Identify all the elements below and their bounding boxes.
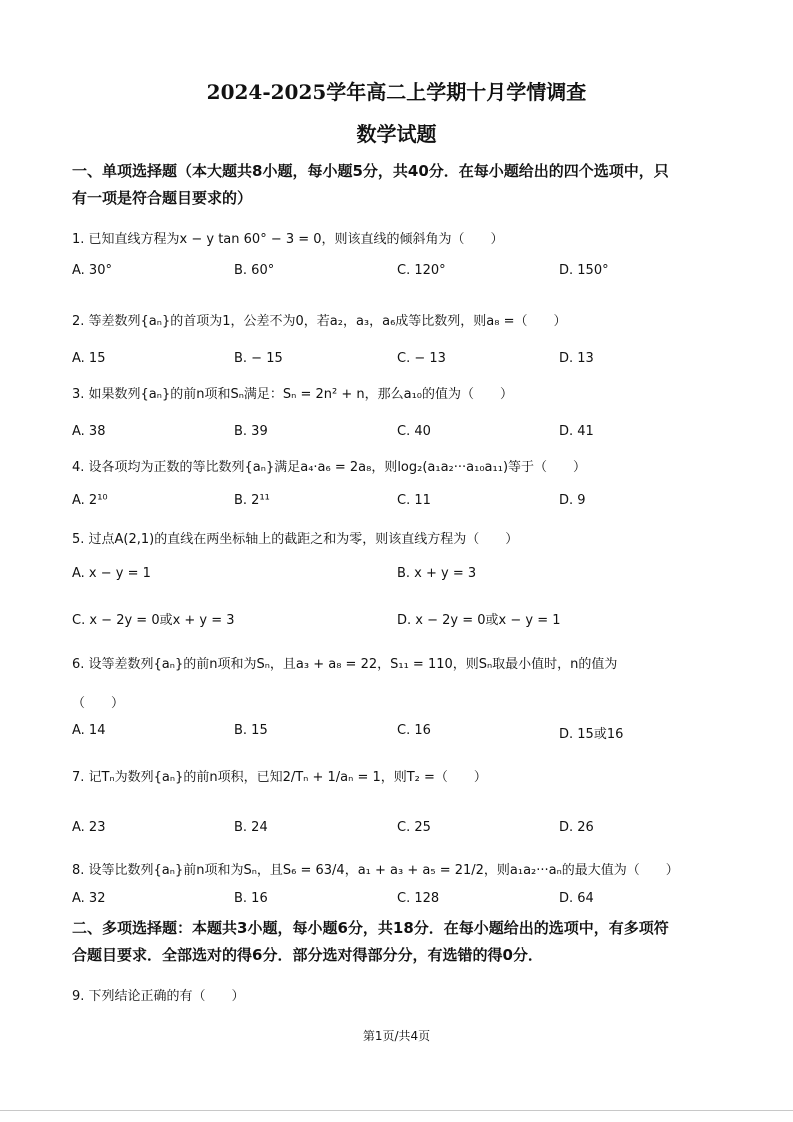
question-7-option-c: C. 25 bbox=[397, 820, 431, 835]
exam-subtitle: 数学试题 bbox=[356, 122, 437, 146]
question-7-option-a: A. 23 bbox=[72, 820, 106, 835]
question-6-option-a: A. 14 bbox=[72, 723, 106, 738]
question-6-option-c: C. 16 bbox=[397, 723, 431, 738]
exam-title: 2024-2025学年高二上学期十月学情调查 bbox=[206, 80, 587, 104]
question-5-option-c: C. x − 2y = 0或x + y = 3 bbox=[72, 613, 235, 628]
question-2-stem: 2. 等差数列{aₙ}的首项为1，公差不为0，若a₂，a₃，a₆成等比数列，则a₈ =（ ） bbox=[72, 314, 567, 329]
question-3-option-a: A. 38 bbox=[72, 424, 106, 439]
question-1-option-c: C. 120° bbox=[397, 263, 446, 278]
question-2-option-d: D. 13 bbox=[559, 351, 594, 366]
question-6-option-b: B. 15 bbox=[234, 723, 268, 738]
question-4-option-d: D. 9 bbox=[559, 493, 586, 508]
question-8-option-d: D. 64 bbox=[559, 891, 594, 906]
section2-line1: 二、多项选择题：本题共3小题，每小题6分，共18分．在每小题给出的选项中，有多项符 bbox=[72, 919, 669, 937]
question-2-option-b: B. − 15 bbox=[234, 351, 283, 366]
question-6-option-d: D. 15或16 bbox=[559, 727, 624, 742]
question-1-stem: 1. 已知直线方程为x − y tan 60° − 3 = 0，则该直线的倾斜角为（ ） bbox=[72, 232, 504, 247]
question-8-option-b: B. 16 bbox=[234, 891, 268, 906]
question-3-stem: 3. 如果数列{aₙ}的前n项和Sₙ满足：Sₙ = 2n² + n，那么a₁₀的值为（ ） bbox=[72, 387, 513, 402]
question-7-option-d: D. 26 bbox=[559, 820, 594, 835]
question-5-option-d: D. x − 2y = 0或x − y = 1 bbox=[397, 613, 561, 628]
section1-line2: 有一项是符合题目要求的） bbox=[72, 189, 253, 207]
page-footer: 第1页/共4页 bbox=[362, 1029, 431, 1043]
question-6-stem-continued: （ ） bbox=[72, 696, 125, 711]
question-1-option-b: B. 60° bbox=[234, 263, 275, 278]
question-5-option-a: A. x − y = 1 bbox=[72, 566, 151, 581]
question-5-stem: 5. 过点A(2,1)的直线在两坐标轴上的截距之和为零，则该直线方程为（ ） bbox=[72, 532, 519, 547]
question-3-option-c: C. 40 bbox=[397, 424, 431, 439]
question-4-option-a: A. 2¹⁰ bbox=[72, 493, 108, 508]
page-bottom-divider bbox=[0, 1110, 793, 1111]
question-2-option-a: A. 15 bbox=[72, 351, 106, 366]
question-4-stem: 4. 设各项均为正数的等比数列{aₙ}满足a₄·a₆ = 2a₈，则log₂(a₁a₂···a₁₀a₁₁)等于（ ） bbox=[72, 460, 587, 475]
question-9-stem: 9. 下列结论正确的有（ ） bbox=[72, 989, 245, 1004]
question-5-option-b: B. x + y = 3 bbox=[397, 566, 477, 581]
question-7-option-b: B. 24 bbox=[234, 820, 268, 835]
section1-line1: 一、单项选择题（本大题共8小题，每小题5分，共40分．在每小题给出的四个选项中，只 bbox=[72, 162, 669, 180]
question-2-option-c: C. − 13 bbox=[397, 351, 446, 366]
question-7-stem: 7. 记Tₙ为数列{aₙ}的前n项积，已知2/Tₙ + 1/aₙ = 1，则T₂ =（ ） bbox=[72, 770, 487, 785]
section2-header bbox=[72, 915, 732, 969]
question-4-option-c: C. 11 bbox=[397, 493, 431, 508]
question-1-option-d: D. 150° bbox=[559, 263, 609, 278]
section2-line2: 合题目要求．全部选对的得6分．部分选对得部分分，有选错的得0分． bbox=[72, 946, 543, 964]
question-6-stem: 6. 设等差数列{aₙ}的前n项和为Sₙ，且a₃ + a₈ = 22，S₁₁ = 110，则Sₙ取最小值时，n的值为 bbox=[72, 657, 618, 672]
question-3-option-d: D. 41 bbox=[559, 424, 594, 439]
question-8-option-a: A. 32 bbox=[72, 891, 106, 906]
question-4-option-b: B. 2¹¹ bbox=[234, 493, 270, 508]
question-1-option-a: A. 30° bbox=[72, 263, 112, 278]
question-8-option-c: C. 128 bbox=[397, 891, 440, 906]
question-3-option-b: B. 39 bbox=[234, 424, 268, 439]
question-8-stem: 8. 设等比数列{aₙ}前n项和为Sₙ，且S₆ = 63/4，a₁ + a₃ + a₅ = 21/2，则a₁a₂···aₙ的最大值为（ ） bbox=[72, 863, 679, 878]
section1-header bbox=[72, 158, 732, 212]
